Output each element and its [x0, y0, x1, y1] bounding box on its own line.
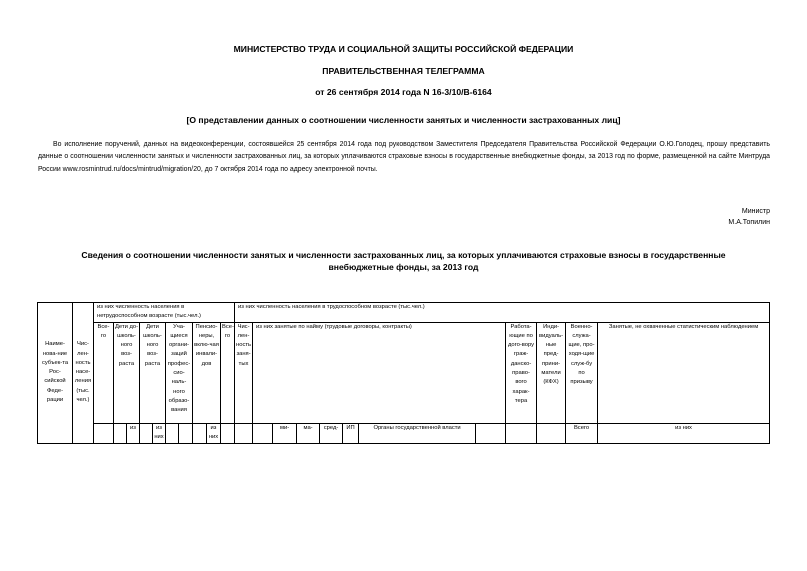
cell-empty	[221, 423, 235, 443]
sub-total: Всего	[566, 423, 598, 443]
header-w-military: Военно-служа-щие, про-ходя-щие служ-бу по призыву	[566, 322, 598, 423]
header-population: Чис-лен-ность насе-ления (тыс. чел.)	[73, 303, 94, 444]
header-w-total: Все-го	[221, 322, 235, 423]
sub-of-them: из них	[207, 423, 221, 443]
header-nw-school-children: Дети школь-ного воз-раста	[140, 322, 166, 423]
sub-of-them: из них	[153, 423, 166, 443]
cell-empty	[537, 423, 566, 443]
cell-empty	[253, 423, 273, 443]
sub-of-them: из	[127, 423, 140, 443]
cell-empty	[179, 423, 193, 443]
header-w-employed-count: Чис-лен-ность заня-тых	[235, 322, 253, 423]
table-title: Сведения о соотношении численности занятых и численности застрахованных лиц, за которых уплачиваются страховые взносы в государственные внебюджетные фонды, за 2013 год	[81, 250, 726, 272]
cell-empty	[193, 423, 207, 443]
header-nw-pensioners: Пенсио-неры, вклю-чая инвали-дов	[193, 322, 221, 423]
header-w-not-covered: Занятые, не охваченные статистическим наблюдением	[598, 322, 770, 423]
cell-empty	[114, 423, 127, 443]
header-working-age: из них численность населения в трудоспособном возрасте (тыс.чел.)	[235, 303, 770, 323]
sub-gov-bodies: Органы государственной власти	[359, 423, 476, 443]
sub-micro: ми-	[273, 423, 297, 443]
sub-small: ма-	[297, 423, 320, 443]
cell-empty	[476, 423, 506, 443]
sub-of-them-wide: из них	[598, 423, 770, 443]
header-nw-total: Все-го	[94, 322, 114, 423]
header-subject: Наиме-нова-ние субъек-та Рос-сийской Феде-рации	[38, 303, 73, 444]
header-w-civil-contract: Работа-ющие по дого-вору граж-данско-право-вого харак-тера	[506, 322, 537, 423]
document-type: ПРАВИТЕЛЬСТВЕННАЯ ТЕЛЕГРАММА	[322, 66, 485, 76]
cell-empty	[506, 423, 537, 443]
data-table	[37, 302, 770, 444]
sub-medium: сред-	[320, 423, 343, 443]
cell-empty	[235, 423, 253, 443]
header-nw-students: Уча-щиеся органи-заций профес-сио-наль-ного образо-вания	[166, 322, 193, 423]
document-date-number: от 26 сентября 2014 года N 16-3/10/В-6164	[315, 87, 492, 97]
cell-empty	[140, 423, 153, 443]
signature-name: М.А.Топилин	[728, 219, 770, 226]
signature-position: Министр	[741, 208, 770, 215]
cell-empty	[166, 423, 179, 443]
ministry-name: МИНИСТЕРСТВО ТРУДА И СОЦИАЛЬНОЙ ЗАЩИТЫ РОССИЙСКОЙ ФЕДЕРАЦИИ	[233, 44, 574, 54]
header-nonworking-age: из них численность населения в нетрудоспособном возрасте (тыс.чел.)	[94, 303, 235, 323]
header-w-hired: из них занятые по найму (трудовые договоры, контракты)	[253, 322, 506, 423]
header-w-entrepreneurs: Инди-видуаль-ные пред-прини-матели (КФХ)	[537, 322, 566, 423]
sub-ip: ИП	[343, 423, 359, 443]
body-paragraph: Во исполнение поручений, данных на видеоконференции, состоявшейся 25 сентября 2014 года под руководством Заместителя Председателя Правительства Российской Федерации О.Ю.Голодец, прошу представить данные о соотношении численности занятых и численности застрахованных лиц, за которых уплачиваются страховые взносы в государственные внебюджетные фонды, за 2013 год по форме, размещенной на сайте Минтруда России www.rosmintrud.ru/docs/mintrud/migration/20, до 7 октября 2014 года по адресу электронной почты.	[38, 141, 770, 173]
document-subject: [О представлении данных о соотношении численности занятых и численности застрахованных лиц]	[186, 115, 621, 125]
header-nw-preschool-children: Дети до-школь-ного воз-раста	[114, 322, 140, 423]
cell-empty	[94, 423, 114, 443]
